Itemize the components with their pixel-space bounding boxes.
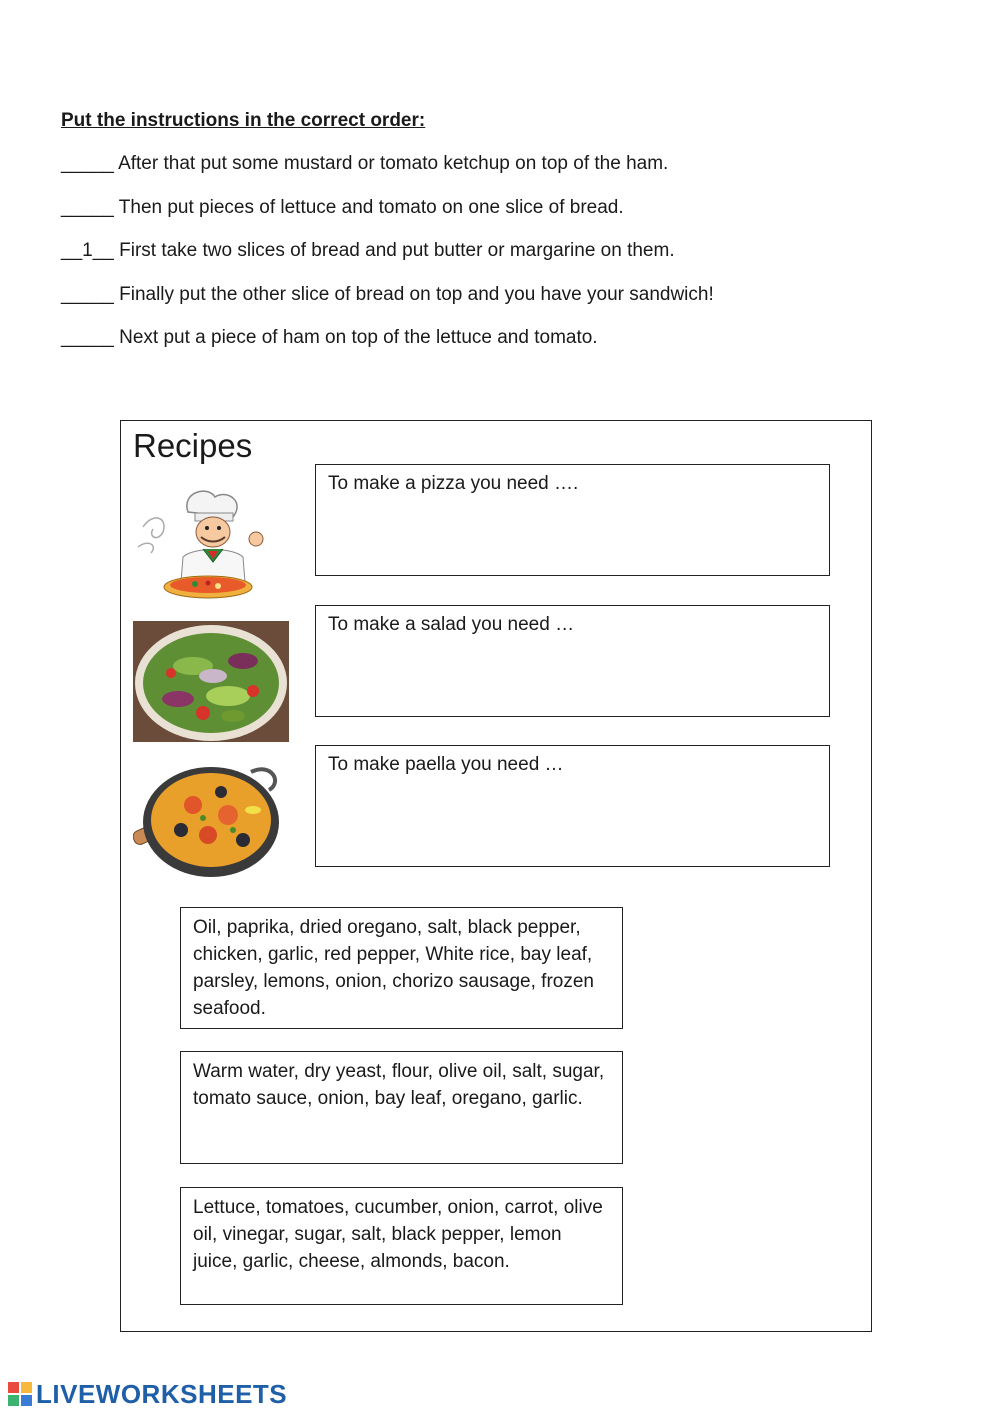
paella-prompt: To make paella you need … xyxy=(328,754,564,775)
pizza-answer-box[interactable] xyxy=(315,464,830,576)
instruction-line: _____ Next put a piece of ham on top of the lettuce and tomato. xyxy=(61,327,598,348)
instruction-line: _____ Then put pieces of lettuce and tomato on one slice of bread. xyxy=(61,197,624,218)
liveworksheets-logo xyxy=(8,1379,287,1409)
logo-text: LIVEWORKSHEETS xyxy=(36,1378,288,1409)
paella-answer-box[interactable] xyxy=(315,745,830,867)
ingredients-box-pizza[interactable] xyxy=(180,1051,623,1164)
logo-blocks-icon xyxy=(8,1382,32,1406)
ingredients-text: Warm water, dry yeast, flour, olive oil, salt, sugar, tomato sauce, onion, bay leaf, oregano, garlic. xyxy=(193,1061,605,1109)
pizza-chef-image xyxy=(133,487,275,603)
instruction-line: __1__ First take two slices of bread and put butter or margarine on them. xyxy=(61,240,675,261)
instruction-line: _____ After that put some mustard or tomato ketchup on top of the ham. xyxy=(61,153,669,174)
salad-image xyxy=(133,621,289,742)
ingredients-text: Oil, paprika, dried oregano, salt, black pepper, chicken, garlic, red pepper, White rice, bay leaf, parsley, lemons, onion, chorizo sausage, frozen seafood. xyxy=(193,917,594,1019)
ingredients-box-salad[interactable] xyxy=(180,1187,623,1305)
salad-prompt: To make a salad you need … xyxy=(328,614,575,635)
task-heading: Put the instructions in the correct order: xyxy=(61,110,426,131)
pizza-prompt: To make a pizza you need …. xyxy=(328,473,579,494)
instruction-line: _____ Finally put the other slice of bread on top and you have your sandwich! xyxy=(61,284,714,305)
ingredients-text: Lettuce, tomatoes, cucumber, onion, carrot, olive oil, vinegar, sugar, salt, black pepper, lemon juice, garlic, cheese, almonds, bacon. xyxy=(193,1197,603,1272)
recipes-title: Recipes xyxy=(133,427,253,464)
salad-answer-box[interactable] xyxy=(315,605,830,717)
ingredients-box-paella[interactable] xyxy=(180,907,623,1029)
paella-image xyxy=(133,760,283,881)
